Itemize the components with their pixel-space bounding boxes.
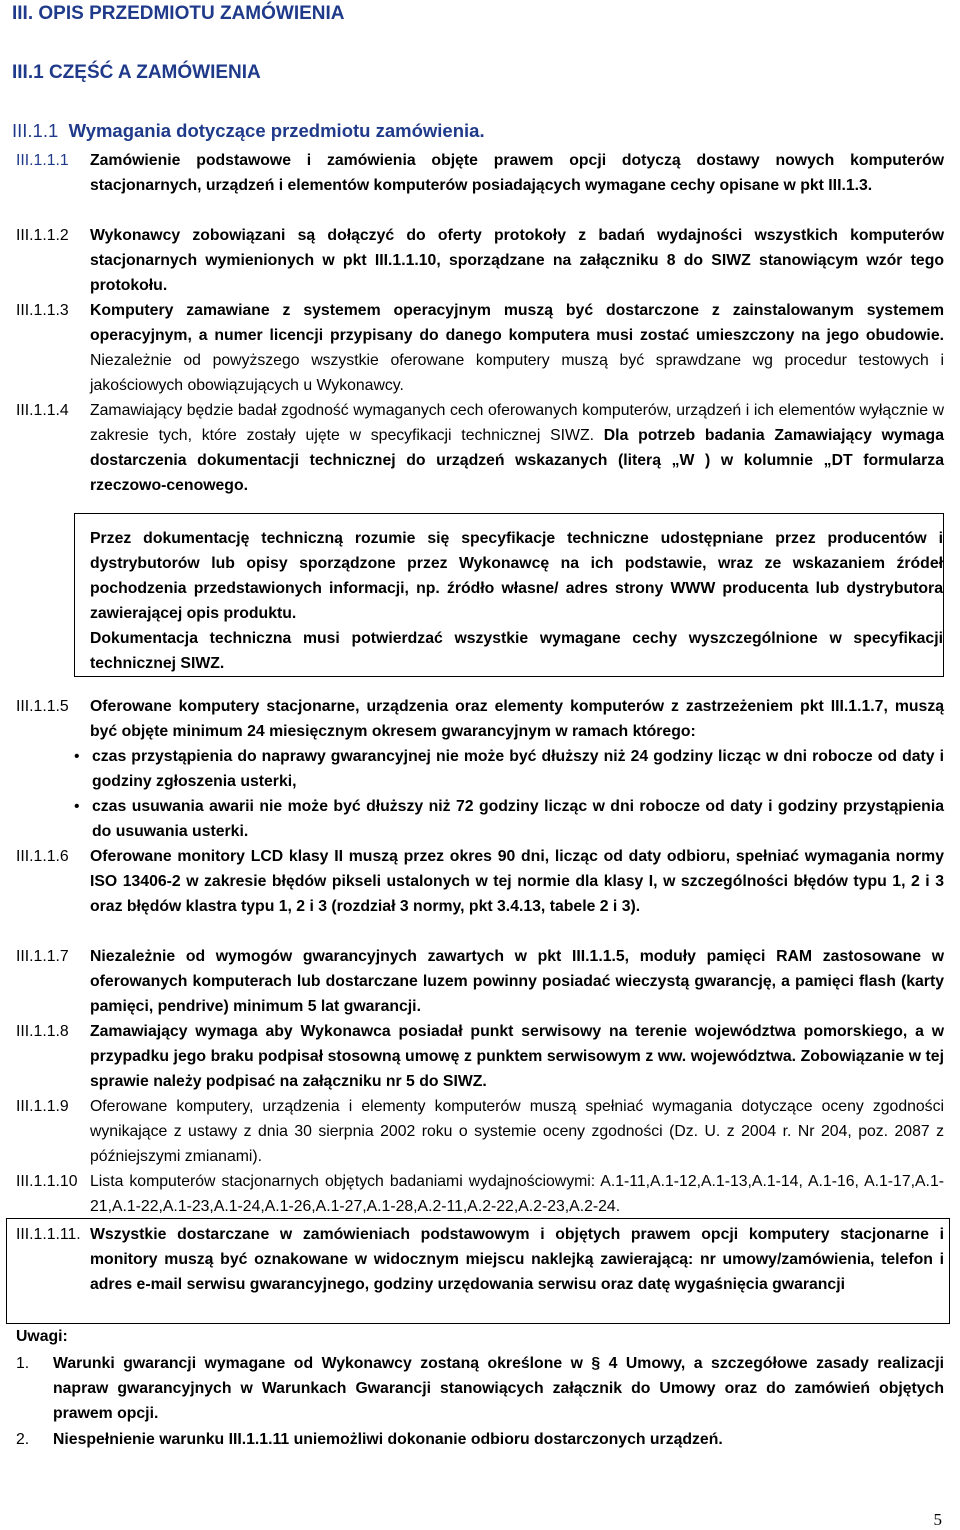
item-text: Oferowane komputery stacjonarne, urządzenia oraz elementy komputerów z zastrzeżeniem pkt III.1.1.7, muszą być objęte minimum 24 miesięcznym okresem gwarancyjnym w ramach którego:: [90, 698, 944, 740]
bullet-item: [74, 794, 944, 844]
bullet-item: [74, 744, 944, 794]
item-8: [16, 1019, 944, 1094]
item-number: III.1.1.3: [16, 302, 69, 319]
item-10: [16, 1169, 944, 1219]
item-2: [16, 223, 944, 298]
item-text: Lista komputerów stacjonarnych objętych badaniami wydajnościowymi: A.1-11,A.1-12,A.1-13,A.1-14, A.1-16, A.1-17,A.1-21,A.1-22,A.1-23,A.1-24,A.1-26,A.1-27,A.1-28,A.2-11,A.2-22,A.2-23,A.2-24.: [90, 1173, 944, 1215]
bullet-icon: •: [74, 798, 80, 815]
item-1: [16, 148, 944, 198]
box-paragraph-1: Przez dokumentację techniczną rozumie się specyfikacje techniczne udostępniane przez producentów i dystrybutorów lub opisy sporządzone przez Wykonawcę na ich podstawie, wraz ze wskazaniem źródeł pochodzenia przedstawionych informacji, np. źródło własne/ adres strony WWW producenta lub dystrybutora zawierającej opis produktu.: [90, 530, 943, 622]
item-text: [90, 398, 944, 498]
note-number: 1.: [16, 1355, 30, 1372]
box-paragraph-2: Dokumentacja techniczna musi potwierdzać wszystkie wymagane cechy wyszczególnione w specyfikacji technicznej SIWZ.: [90, 630, 943, 672]
item-text-bold: Komputery zamawiane z systemem operacyjnym muszą być dostarczone z zainstalowanym systemem operacyjnym, a numer licencji przypisany do danego komputera musi zostać umieszczony na jego obudowie.: [90, 302, 944, 344]
item-4: [16, 398, 944, 498]
item-number: III.1.1.9: [16, 1098, 69, 1115]
subsubsection-heading: [12, 120, 485, 142]
item-6: [16, 844, 944, 919]
subsection-heading: III.1 CZĘŚĆ A ZAMÓWIENIA: [12, 62, 261, 83]
item-number: III.1.1.4: [16, 402, 69, 419]
item-number: III.1.1.11.: [16, 1226, 81, 1243]
item-number: III.1.1.8: [16, 1023, 69, 1040]
note-text: Warunki gwarancji wymagane od Wykonawcy zostaną określone w § 4 Umowy, a szczegółowe zasady realizacji napraw gwarancyjnych w Warunkach Gwarancji stanowiących załącznik do Umowy oraz do zamówień objętych prawem opcji.: [53, 1355, 944, 1422]
item-number: III.1.1.7: [16, 948, 69, 965]
item-text-bold: Dla potrzeb badania Zamawiający wymaga dostarczenia dokumentacji technicznej do urządzeń wskazanych (literą „W ) w kolumnie „DT formularza rzeczowo-cenowego.: [90, 427, 944, 494]
item-text: Niezależnie od wymogów gwarancyjnych zawartych w pkt III.1.1.5, moduły pamięci RAM zastosowane w oferowanych komputerach lub dostarczane luzem powinny posiadać wieczystą gwarancję, a pamięci flash (karty pamięci, pendrive) minimum 5 lat gwarancji.: [90, 948, 944, 1015]
item-number: III.1.1.6: [16, 848, 69, 865]
bullet-text: czas usuwania awarii nie może być dłuższy niż 72 godziny licząc w dni robocze od daty i godziny przystąpienia do usuwania usterki.: [92, 798, 944, 840]
item-number: III.1.1.2: [16, 227, 69, 244]
page-number: 5: [933, 1510, 942, 1529]
bullet-text: czas przystąpienia do naprawy gwarancyjnej nie może być dłuższy niż 24 godziny licząc w dni robocze od daty i godziny zgłoszenia usterki,: [92, 748, 944, 790]
item-text: Wykonawcy zobowiązani są dołączyć do oferty protokoły z badań wydajności wszystkich komputerów stacjonarnych wymienionych w pkt III.1.1.10, sporządzane na załączniku 8 do SIWZ stanowiącym wzór tego protokołu.: [90, 227, 944, 294]
item-11: [16, 1222, 944, 1297]
note-1: [16, 1351, 944, 1426]
item-number: III.1.1.1: [16, 152, 69, 169]
item-5: [16, 694, 944, 744]
item-3: [16, 298, 944, 398]
item-number: III.1.1.10: [16, 1173, 78, 1190]
item-text-normal: Zamawiający będzie badał zgodność wymaganych cech oferowanych komputerów, urządzeń i ich elementów wyłącznie w zakresie tych, które zostały ujęte w specyfikacji technicznej SIWZ.: [90, 402, 944, 444]
item-9: [16, 1094, 944, 1169]
item-text: Oferowane monitory LCD klasy II muszą przez okres 90 dni, licząc od daty odbioru, spełniać wymagania normy ISO 13406-2 w zakresie błędów pikseli ustalonych w tej normie dla klasy I, w szczególności błędów typu 1, 2 i 3 oraz błędów klastra typu 1, 2 i 3 (rozdział 3 normy, pkt 3.4.13, tabele 2 i 3).: [90, 848, 944, 915]
documentation-box: [74, 513, 944, 677]
note-number: 2.: [16, 1431, 30, 1448]
section-heading: III. OPIS PRZEDMIOTU ZAMÓWIENIA: [12, 3, 345, 24]
item-text: Oferowane komputery, urządzenia i elementy komputerów muszą spełniać wymagania dotyczące oceny zgodności wynikające z ustawy z dnia 30 sierpnia 2002 roku o systemie oceny zgodności (Dz. U. z 2004 r. Nr 204, poz. 2087 z późniejszymi zmianami).: [90, 1098, 944, 1165]
item-text: [90, 298, 944, 398]
item-text: Wszystkie dostarczane w zamówieniach podstawowym i objętych prawem opcji komputery stacjonarne i monitory muszą być oznakowane w widocznym miejscu naklejką zawierającą: nr umowy/zamówienia, telefon i adres e-mail serwisu gwarancyjnego, godziny urzędowania serwisu oraz datę wygaśnięcia gwarancji: [90, 1226, 944, 1293]
item-text: Zamówienie podstawowe i zamówienia objęte prawem opcji dotyczą dostawy nowych komputerów stacjonarnych, urządzeń i elementów komputerów posiadających wymagane cechy opisane w pkt III.1.3.: [90, 152, 944, 194]
heading-number: III.1.1: [12, 120, 59, 141]
note-text: Niespełnienie warunku III.1.1.11 uniemożliwi dokonanie odbioru dostarczonych urządzeń.: [53, 1431, 723, 1448]
note-2: [16, 1427, 944, 1452]
item-7: [16, 944, 944, 1019]
item-text-normal: Niezależnie od powyższego wszystkie oferowane komputery muszą być sprawdzane wg procedur testowych i jakościowych obowiązujących u Wykonawcy.: [90, 352, 944, 394]
item-text: Zamawiający wymaga aby Wykonawca posiadał punkt serwisowy na terenie województwa pomorskiego, a w przypadku jego braku podpisał stosowną umowę z punktem serwisowym z ww. województwa. Zobowiązanie w tej sprawie należy podpisać na załączniku nr 5 do SIWZ.: [90, 1023, 944, 1090]
bullet-icon: •: [74, 748, 80, 765]
notes-label: Uwagi:: [16, 1328, 68, 1345]
item-number: III.1.1.5: [16, 698, 69, 715]
heading-text: Wymagania dotyczące przedmiotu zamówienia.: [68, 120, 485, 141]
